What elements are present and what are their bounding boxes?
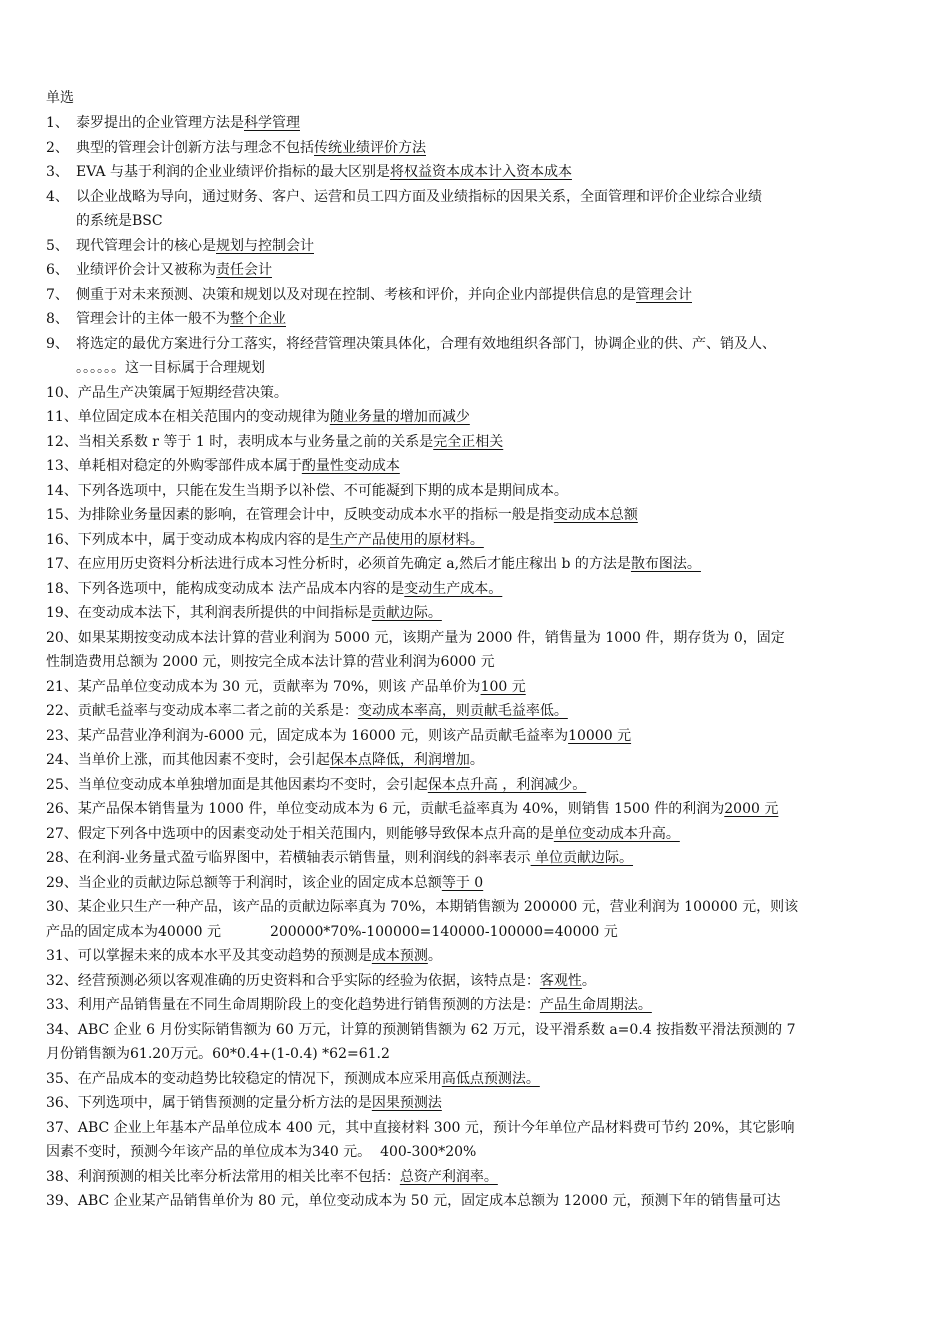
question-number: 1、 <box>46 115 69 131</box>
question-item <box>46 675 896 699</box>
question-item <box>46 773 896 797</box>
question-continuation <box>76 356 265 380</box>
section-heading: 单选 <box>46 90 74 106</box>
question-item <box>46 969 896 993</box>
answer-underlined: 将权益资本成本计入资本成本 <box>389 164 572 180</box>
question-item <box>46 234 896 258</box>
answer-note: 。 <box>581 972 596 989</box>
answer-underlined: 总资产利润率。 <box>399 1168 498 1185</box>
question-text: ABC 企业某产品销售单价为 80 元，单位变动成本为 50 元，固定成本总额为 12000 元，预测下年的销售量可达 <box>77 1193 781 1209</box>
question-number: 37、 <box>46 1119 78 1136</box>
question-text: 在变动成本法下，其利润表所提供的中间指标是 <box>77 605 372 621</box>
question-number: 4、 <box>46 188 69 205</box>
answer-underlined: 成本预测 <box>371 948 428 964</box>
question-number: 21、 <box>46 678 78 695</box>
question-item <box>46 454 896 478</box>
question-item <box>46 846 896 870</box>
question-number: 16、 <box>46 531 78 548</box>
question-number: 19、 <box>46 605 78 621</box>
question-continuation-text: 。。。。。。这一目标属于 <box>76 360 209 376</box>
question-text: 假定下列各中选项中的因素变动处于相关范围内，则能够导致保本点升高的是 <box>77 825 554 842</box>
question-number: 27、 <box>46 825 78 842</box>
question-text: 某产品营业净利润为-6000 元，固定成本为 16000 元，则该产品贡献毛益率为 <box>77 727 569 744</box>
question-item <box>46 552 896 576</box>
question-item <box>46 528 896 552</box>
question-item <box>46 136 896 160</box>
question-number: 18、 <box>46 580 78 597</box>
question-text: 利润预测的相关比率分析法常用的相关比率不包括： <box>77 1168 400 1185</box>
question-number: 12、 <box>46 433 78 450</box>
question-text: 某产品单位变动成本为 30 元，贡献率为 70%，则该 产品单价为 <box>77 678 481 695</box>
answer-underlined: 变动成本率高，则贡献毛益率低。 <box>357 703 568 719</box>
question-number: 8、 <box>46 311 69 327</box>
question-item <box>46 699 896 723</box>
question-item <box>46 307 896 331</box>
question-number: 28、 <box>46 850 78 866</box>
question-continuation <box>76 209 163 233</box>
answer-underlined: 随业务量的增加而减少 <box>329 409 470 425</box>
question-text: 典型的管理会计创新方法与理念不包括 <box>76 139 314 156</box>
question-text: 下列成本中，属于变动成本构成内容的是 <box>77 531 330 548</box>
question-continuation <box>46 650 495 674</box>
question-number: 20、 <box>46 629 78 646</box>
question-number: 23、 <box>46 727 78 744</box>
question-number: 7、 <box>46 286 69 303</box>
answer-underlined: 61.20万元 <box>130 1046 199 1062</box>
answer-underlined: 科学管理 <box>244 115 300 131</box>
question-item <box>46 111 896 135</box>
question-item <box>46 822 896 846</box>
answer-underlined: 合理规划 <box>209 360 265 376</box>
question-item <box>46 258 896 282</box>
question-continuation-text: 的系统是 <box>76 213 132 229</box>
answer-underlined: 变动成本总额 <box>553 507 638 523</box>
answer-underlined: 等于 0 <box>441 874 484 891</box>
answer-underlined: 6000 <box>440 654 477 670</box>
question-text: 单耗相对稳定的外购零部件成本属于 <box>77 458 302 474</box>
question-number: 14、 <box>46 482 78 499</box>
answer-underlined: 传统业绩评价方法 <box>314 139 426 156</box>
answer-underlined: 产品生命周期法。 <box>539 997 652 1013</box>
answer-note: 元 <box>476 654 495 670</box>
answer-underlined: 单位变动成本升高。 <box>553 825 680 842</box>
question-text: 以企业战略为导向，通过财务、客户、运营和员工四方面及业绩指标的因果关系，全面管理和评价企业综合业绩 <box>76 188 762 205</box>
question-text: 当单位变动成本单独增加面是其他因素均不变时，会引起 <box>77 776 428 793</box>
question-number: 30、 <box>46 899 78 915</box>
question-item <box>46 503 896 527</box>
question-number: 29、 <box>46 874 78 891</box>
question-item <box>46 748 896 772</box>
answer-underlined: 100 元 <box>480 678 526 695</box>
question-text: 侧重于对未来预测、决策和规划以及对现在控制、考核和评价，并向企业内部提供信息的是 <box>76 286 636 303</box>
question-number: 6、 <box>46 262 69 278</box>
question-item <box>46 1091 896 1115</box>
question-number: 11、 <box>46 409 78 425</box>
question-number: 15、 <box>46 507 78 523</box>
question-text: 经营预测必须以客观准确的历史资料和合乎实际的经验为依据，该特点是： <box>77 972 540 989</box>
answer-note: 200000*70%-100000=140000-100000=40000 元 <box>221 923 618 940</box>
question-number: 31、 <box>46 948 78 964</box>
answer-underlined: 酌量性变动成本 <box>301 458 400 474</box>
question-text: 在利润-业务量式盈亏临界图中，若横轴表示销售量，则利润线的斜率表示 <box>77 850 531 866</box>
question-number: 32、 <box>46 972 78 989</box>
question-text: 将选定的最优方案进行分工落实，将经营管理决策具体化，合理有效地组织各部门，协调企业的供、产、销及人、 <box>76 335 776 352</box>
answer-note: 。 <box>427 948 442 964</box>
question-continuation-text: 因素不变时，预测今年该产品的单位成本为 <box>46 1144 312 1160</box>
question-continuation <box>46 920 618 944</box>
question-item <box>46 601 896 625</box>
question-item <box>46 332 896 356</box>
question-text: 业绩评价会计又被称为 <box>76 262 216 278</box>
answer-underlined: 340 元。 <box>312 1144 372 1160</box>
question-item <box>46 577 896 601</box>
answer-underlined: 单位贡献边际。 <box>530 850 634 866</box>
question-item <box>46 479 896 503</box>
question-text: ABC 企业 6 月份实际销售额为 60 万元，计算的预测销售额为 62 万元，设平滑系数 a=0.4 按指数平滑法预测的 7 <box>77 1021 796 1038</box>
answer-note: 400-300*20% <box>371 1144 477 1160</box>
question-continuation-text: 性制造费用总额为 2000 元，则按完全成本法计算的营业利润为 <box>46 654 441 670</box>
answer-underlined: 保本点升高 ，利润减少。 <box>427 776 587 793</box>
answer-underlined: 保本点降低，利润增加 <box>329 752 470 768</box>
question-text: 下列各选项中，只能在发生当期予以补偿、不可能凝到下期的成本是期间成本。 <box>77 482 568 499</box>
answer-underlined: 高低点预测法。 <box>441 1070 540 1087</box>
answer-underlined: BSC <box>132 213 163 229</box>
question-item <box>46 993 896 1017</box>
question-number: 39、 <box>46 1193 78 1209</box>
question-item <box>46 1018 896 1042</box>
answer-underlined: 2000 元 <box>724 801 779 817</box>
question-text: 可以掌握未来的成本水平及其变动趋势的预测是 <box>77 948 372 964</box>
question-number: 3、 <box>46 164 69 180</box>
answer-underlined: 整个企业 <box>230 311 286 327</box>
answer-underlined: 变动生产成本。 <box>404 580 503 597</box>
question-item <box>46 871 896 895</box>
question-text: 为排除业务量因素的影响，在管理会计中，反映变动成本水平的指标一般是指 <box>77 507 554 523</box>
question-number: 36、 <box>46 1095 78 1111</box>
question-continuation <box>46 1042 390 1066</box>
question-text: 当企业的贡献边际总额等于利润时，该企业的固定成本总额 <box>77 874 442 891</box>
question-item <box>46 944 896 968</box>
question-item <box>46 626 896 650</box>
answer-underlined: 规划与控制会计 <box>216 237 314 254</box>
question-number: 38、 <box>46 1168 78 1185</box>
question-text: 单位固定成本在相关范围内的变动规律为 <box>77 409 330 425</box>
question-text: 管理会计的主体一般不为 <box>76 311 230 327</box>
question-item <box>46 381 896 405</box>
question-item <box>46 797 896 821</box>
question-number: 34、 <box>46 1021 78 1038</box>
question-number: 9、 <box>46 335 69 352</box>
answer-underlined: 生产产品使用的原材料。 <box>329 531 484 548</box>
question-text: 某产品保本销售量为 1000 件，单位变动成本为 6 元，贡献毛益率真为 40%，则销售 1500 件的利润为 <box>77 801 725 817</box>
answer-underlined: 10000 元 <box>568 727 632 744</box>
question-text: 现代管理会计的核心是 <box>76 237 216 254</box>
question-number: 13、 <box>46 458 78 474</box>
answer-underlined: 40000 元 <box>158 923 221 940</box>
question-item <box>46 430 896 454</box>
question-number: 22、 <box>46 703 78 719</box>
question-item <box>46 185 896 209</box>
question-item <box>46 283 896 307</box>
question-item <box>46 160 896 184</box>
answer-underlined: 因果预测法 <box>371 1095 442 1111</box>
question-continuation-text: 月份销售额为 <box>46 1046 130 1062</box>
answer-underlined: 管理会计 <box>636 286 692 303</box>
question-text: 下列选项中，属于销售预测的定量分析方法的是 <box>77 1095 372 1111</box>
question-text: 在产品成本的变动趋势比较稳定的情况下，预测成本应采用 <box>77 1070 442 1087</box>
question-number: 26、 <box>46 801 78 817</box>
question-text: 如果某期按变动成本法计算的营业利润为 5000 元，该期产量为 2000 件，销售量为 1000 件，期存货为 0，固定 <box>77 629 785 646</box>
question-item <box>46 405 896 429</box>
question-text: 利用产品销售量在不同生命周期阶段上的变化趋势进行销售预测的方法是： <box>77 997 540 1013</box>
question-item <box>46 895 896 919</box>
question-item <box>46 1189 896 1213</box>
answer-note: 。60*0.4+(1-0.4) *62=61.2 <box>198 1046 390 1062</box>
answer-underlined: 责任会计 <box>216 262 272 278</box>
question-item <box>46 1067 896 1091</box>
question-item <box>46 724 896 748</box>
answer-underlined: 完全正相关 <box>433 433 504 450</box>
question-text: 贡献毛益率与变动成本率二者之前的关系是： <box>77 703 358 719</box>
answer-note: 。 <box>469 752 484 768</box>
question-number: 24、 <box>46 752 78 768</box>
question-continuation-text: 产品的固定成本为 <box>46 923 158 940</box>
question-text: 产品生产决策属于短期经营决策。 <box>77 384 288 401</box>
question-item <box>46 1116 896 1140</box>
answer-underlined: 客观性 <box>539 972 582 989</box>
question-text: 当相关系数 r 等于 1 时，表明成本与业务量之前的关系是 <box>77 433 434 450</box>
answer-underlined: 贡献边际。 <box>371 605 442 621</box>
question-continuation <box>46 1140 476 1164</box>
question-text: 下列各选项中，能构成变动成本 法产品成本内容的是 <box>77 580 405 597</box>
question-number: 2、 <box>46 139 69 156</box>
question-number: 17、 <box>46 556 78 572</box>
question-number: 5、 <box>46 237 69 254</box>
question-item <box>46 1165 896 1189</box>
question-text: 某企业只生产一种产品，该产品的贡献边际率真为 70%，本期销售额为 200000 元，营业利润为 100000 元，则该 <box>77 899 799 915</box>
answer-underlined: 散布图法。 <box>630 556 701 572</box>
question-number: 33、 <box>46 997 78 1013</box>
question-number: 35、 <box>46 1070 78 1087</box>
question-text: 当单价上涨，而其他因素不变时，会引起 <box>77 752 330 768</box>
question-text: 泰罗提出的企业管理方法是 <box>76 115 244 131</box>
question-number: 10、 <box>46 384 78 401</box>
question-text: EVA 与基于利润的企业业绩评价指标的最大区别是 <box>76 164 390 180</box>
question-number: 25、 <box>46 776 78 793</box>
question-text: ABC 企业上年基本产品单位成本 400 元，其中直接材料 300 元，预计今年单位产品材料费可节约 20%，其它影响 <box>77 1119 795 1136</box>
question-text: 在应用历史资料分析法进行成本习性分析时，必须首先确定 a,然后才能庄稼出 b 的方法是 <box>77 556 631 572</box>
